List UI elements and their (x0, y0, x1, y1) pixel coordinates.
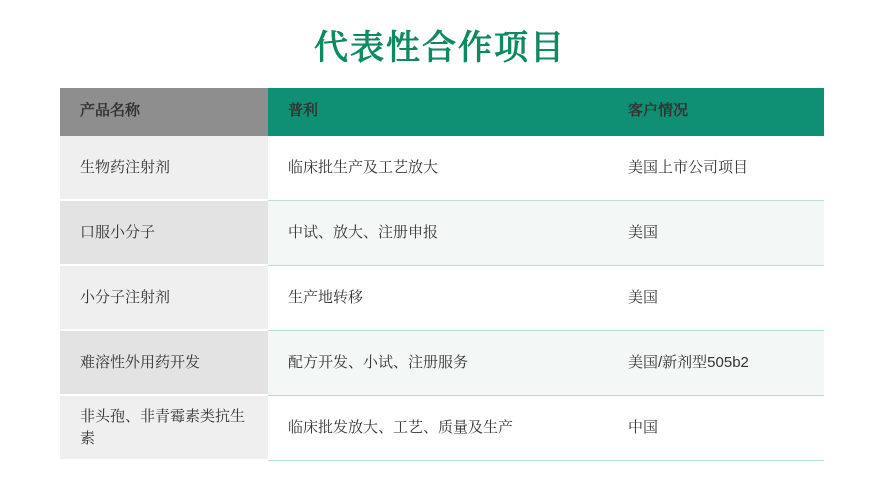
table-header-row (60, 88, 824, 136)
table-row (60, 395, 824, 460)
cell-product: 口服小分子 (60, 200, 268, 265)
table-row (60, 265, 824, 330)
cell-service: 临床批发放大、工艺、质量及生产 (268, 395, 608, 460)
page-title: 代表性合作项目 (314, 30, 566, 67)
cell-client: 美国上市公司项目 (608, 136, 824, 200)
cell-client: 美国 (608, 265, 824, 330)
cell-service: 配方开发、小试、注册服务 (268, 330, 608, 395)
cell-product: 生物药注射剂 (60, 136, 268, 200)
table-row (60, 330, 824, 395)
column-header-client: 客户情况 (608, 88, 824, 136)
projects-table (60, 88, 824, 461)
cell-service: 临床批生产及工艺放大 (268, 136, 608, 200)
cell-product: 小分子注射剂 (60, 265, 268, 330)
table-container (60, 88, 824, 461)
table-row (60, 200, 824, 265)
cell-service: 生产地转移 (268, 265, 608, 330)
cell-client: 中国 (608, 395, 824, 460)
cell-client: 美国/新剂型505b2 (608, 330, 824, 395)
cell-client: 美国 (608, 200, 824, 265)
column-header-service: 普利 (268, 88, 608, 136)
column-header-product: 产品名称 (60, 88, 268, 136)
cell-product: 难溶性外用药开发 (60, 330, 268, 395)
table-row (60, 136, 824, 200)
cell-service: 中试、放大、注册申报 (268, 200, 608, 265)
cell-product: 非头孢、非青霉素类抗生素 (60, 395, 268, 460)
